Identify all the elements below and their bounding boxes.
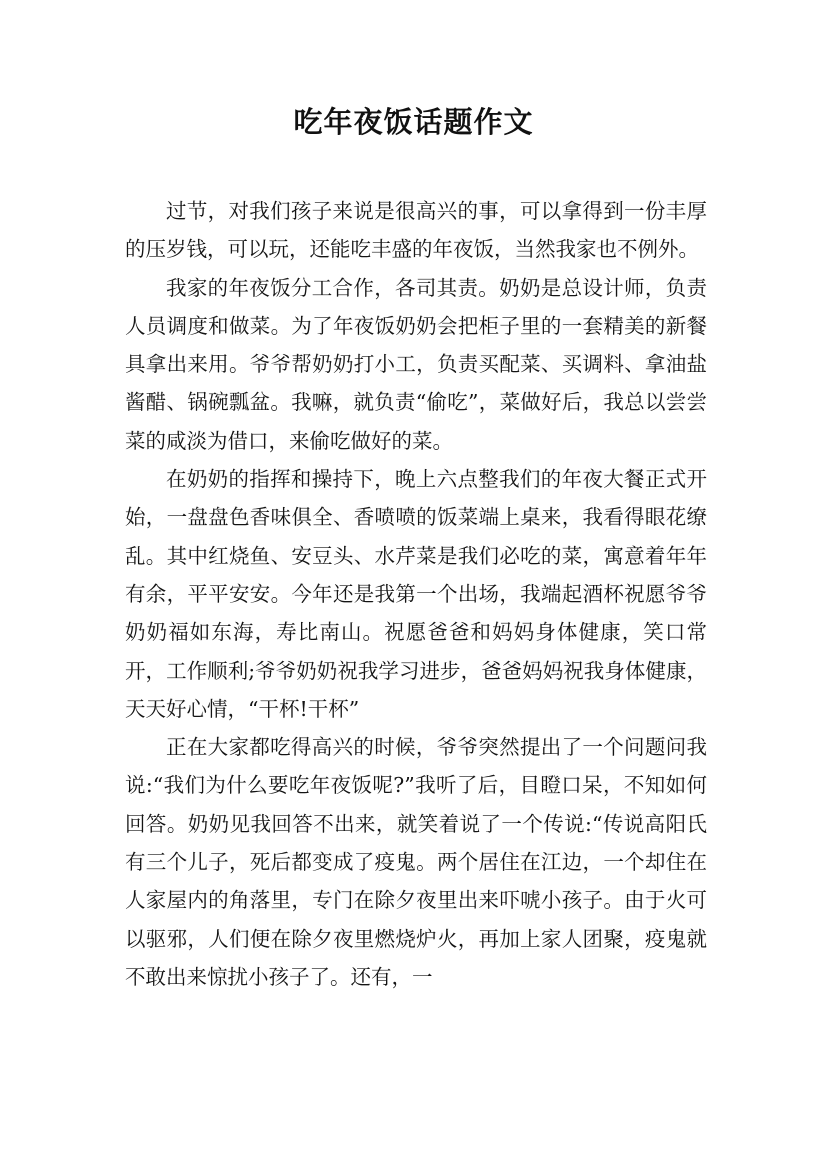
paragraph-3: 在奶奶的指挥和操持下，晚上六点整我们的年夜大餐正式开始，一盘盘色香味俱全、香喷喷的饭菜端上桌来，我看得眼花缭乱。其中红烧鱼、安豆头、水芹菜是我们必吃的菜，寓意着年年有余，平平安安。今年还是我第一个出场，我端起酒杯祝愿爷爷奶奶福如东海，寿比南山。祝愿爸爸和妈妈身体健康，笑口常开，工作顺利;爷爷奶奶祝我学习进步，爸爸妈妈祝我身体健康，天天好心情，“干杯!干杯”	[125, 467, 707, 721]
paragraph-4: 正在大家都吃得高兴的时候，爷爷突然提出了一个问题问我说:“我们为什么要吃年夜饭呢?”我听了后，目瞪口呆，不知如何回答。奶奶见我回答不出来，就笑着说了一个传说:“传说高阳氏有三个儿子，死后都变成了疫鬼。两个居住在江边，一个却住在人家屋内的角落里，专门在除夕夜里出来吓唬小孩子。由于火可以驱邪，人们便在除夕夜里燃烧炉火，再加上家人团聚，疫鬼就不敢出来惊扰小孩子了。还有，一	[125, 735, 707, 989]
document-title: 吃年夜饭话题作文	[293, 105, 534, 139]
paragraph-1: 过节，对我们孩子来说是很高兴的事，可以拿得到一份丰厚的压岁钱，可以玩，还能吃丰盛的年夜饭，当然我家也不例外。	[125, 199, 707, 262]
paragraph-2: 我家的年夜饭分工合作，各司其责。奶奶是总设计师，负责人员调度和做菜。为了年夜饭奶奶会把柜子里的一套精美的新餐具拿出来用。爷爷帮奶奶打小工，负责买配菜、买调料、拿油盐酱醋、锅碗瓢盆。我嘛，就负责“偷吃”，菜做好后，我总以尝尝菜的咸淡为借口，来偷吃做好的菜。	[125, 275, 707, 453]
document-body	[125, 192, 707, 996]
